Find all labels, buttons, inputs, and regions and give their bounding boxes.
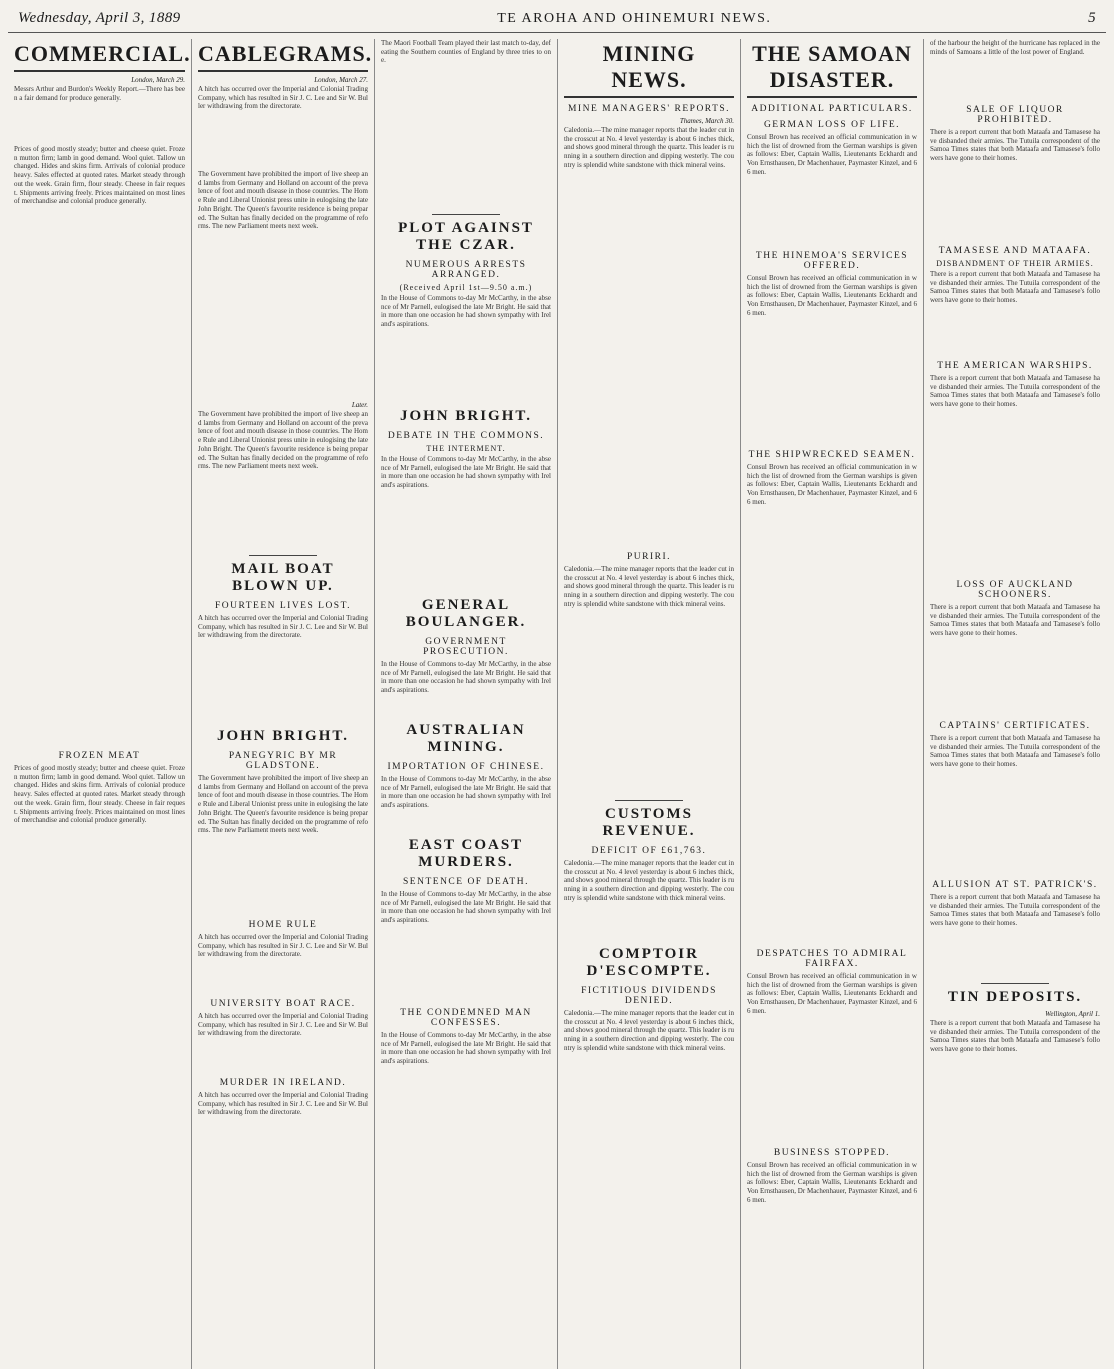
- schooners-body: There is a report current that both Mataafa and Tamasese have disbanded their armies. The Tutuila correspondent of the Samoa Times states that both Mataafa and Tamasese's followers have gone to their homes.: [930, 603, 1100, 638]
- comptoir-subhead: FICTITIOUS DIVIDENDS DENIED.: [581, 986, 717, 1006]
- plot-heading: PLOT AGAINST THE CZAR.: [398, 220, 534, 253]
- tin-heading: TIN DEPOSITS.: [947, 989, 1083, 1005]
- paper-title: TE AROHA AND OHINEMURI NEWS.: [497, 11, 772, 26]
- interment-subhead: THE INTERMENT.: [426, 444, 506, 453]
- divider: [432, 214, 500, 215]
- frozen-meat-subhead: FROZEN MEAT: [58, 751, 141, 761]
- certificates-subhead: CAPTAINS' CERTIFICATES.: [939, 721, 1091, 731]
- murders-body: In the House of Commons to-day Mr McCarthy, in the absence of Mr Parnell, eulogised the late Mr Bright. He said that in more than one occasion he had shown sympathy with Ireland's aspirations.: [381, 890, 551, 925]
- column-samoa-cont: [923, 39, 1106, 1369]
- mining-heading: AUSTRALIAN MINING.: [406, 722, 526, 755]
- divider: [249, 555, 317, 556]
- harbour-body: of the harbour the height of the hurricane has replaced in the minds of Samoans a little of the lost power of England.: [930, 39, 1100, 56]
- mining-body: In the House of Commons to-day Mr McCarthy, in the absence of Mr Parnell, eulogised the late Mr Bright. He said that in more than one occasion he had shown sympathy with Ireland's aspirations.: [381, 775, 551, 810]
- column-samoa: [740, 39, 923, 1369]
- warships-subhead: THE AMERICAN WARSHIPS.: [937, 361, 1093, 371]
- commercial-body: Prices of good mostly steady; butter and cheese quiet. Frozen mutton firm; lamb in good demand. Wool quiet. Tallow unchanged. Hides and skins firm. Arrivals of colonial produce heavy. Sales effected at quoted rates. Market steady throughout the week. Grain firm, flour steady. Cheese in fair request. Shipments arriving freely. Prices maintained on most lines of merchandise and colonial produce generally.: [14, 145, 185, 206]
- certificates-body: There is a report current that both Mataafa and Tamasese have disbanded their armies. The Tutuila correspondent of the Samoa Times states that both Mataafa and Tamasese's followers have gone to their homes.: [930, 734, 1100, 769]
- boat-race-subhead: UNIVERSITY BOAT RACE.: [210, 999, 356, 1009]
- commercial-dateline: London, March 29.: [131, 76, 185, 84]
- masthead: [8, 10, 1106, 33]
- boulanger-heading: GENERAL BOULANGER.: [405, 597, 527, 630]
- puriri-subhead: PURIRI.: [626, 552, 672, 562]
- puriri-body: Caledonia.—The mine manager reports that the leader cut in the crosscut at No. 4 level yesterday is about 6 inches thick, and shows good mineral through the quartz. This leader is running in a southern direction and dipping westerly. The country is splendid white sandstone with thick mineral veins.: [564, 565, 734, 608]
- cablegrams-body: The Government have prohibited the import of live sheep and lambs from Germany and Holland on account of the prevalence of foot and mouth disease in those countries. The Home Rule and Liberal Unionist press unite in eulogising the late John Bright. The Queen's favourite residence is being prepared. The Sultan has finally decided on the programme of reforms. The new Parliament meets next week.: [198, 170, 368, 231]
- column-mining: [557, 39, 740, 1369]
- plot-subhead: NUMEROUS ARRESTS ARRANGED.: [405, 260, 527, 280]
- hinemoa-subhead: THE HINEMOA'S SERVICES OFFERED.: [755, 251, 909, 271]
- seamen-subhead: THE SHIPWRECKED SEAMEN.: [748, 450, 916, 460]
- boulanger-subhead: GOVERNMENT PROSECUTION.: [423, 637, 509, 657]
- debate-subhead: DEBATE IN THE COMMONS.: [387, 431, 545, 441]
- commercial-lead: Messrs Arthur and Burdon's Weekly Report.—There has been a fair demand for produce generally.: [14, 85, 185, 102]
- later-body: The Government have prohibited the import of live sheep and lambs from Germany and Holland on account of the prevalence of foot and mouth disease in those countries. The Home Rule and Liberal Unionist press unite in eulogising the late John Bright. The Queen's favourite residence is being prepared. The Sultan has finally decided on the programme of reforms. The new Parliament meets next week.: [198, 410, 368, 471]
- reports-subhead: MINE MANAGERS' REPORTS.: [567, 104, 731, 114]
- german-loss-body: Consul Brown has received an official communication in which the list of drowned from the German warships is given as follows: Eber, Captain Wallis, Lieutenants Eckhardt and Von Ernsthausen, Dr Machenhauer, Paymaster Kinzel, and 66 men.: [747, 133, 917, 176]
- plot-body: In the House of Commons to-day Mr McCarthy, in the absence of Mr Parnell, eulogised the late Mr Bright. He said that in more than one occasion he had shown sympathy with Ireland's aspirations.: [381, 294, 551, 329]
- column-commercial: [8, 39, 191, 1369]
- bright-subhead: PANEGYRIC BY MR GLADSTONE.: [228, 751, 338, 771]
- business-body: Consul Brown has received an official communication in which the list of drowned from the German warships is given as follows: Eber, Captain Wallis, Lieutenants Eckhardt and Von Ernsthausen, Dr Machenhauer, Paymaster Kinzel, and 66 men.: [747, 1161, 917, 1204]
- later-label: Later.: [351, 401, 368, 409]
- mining-news-heading: MINING NEWS.: [564, 41, 734, 98]
- divider: [981, 983, 1049, 984]
- customs-body: Caledonia.—The mine manager reports that the leader cut in the crosscut at No. 4 level yesterday is about 6 inches thick, and shows good mineral through the quartz. This leader is running in a southern direction and dipping westerly. The country is splendid white sandstone with thick mineral veins.: [564, 859, 734, 902]
- commercial-body-2: Prices of good mostly steady; butter and cheese quiet. Frozen mutton firm; lamb in good demand. Wool quiet. Tallow unchanged. Hides and skins firm. Arrivals of colonial produce heavy. Sales effected at quoted rates. Market steady throughout the week. Grain firm, flour steady. Cheese in fair request. Shipments arriving freely. Prices maintained on most lines of merchandise and colonial produce generally.: [14, 764, 185, 825]
- issue-date: Wednesday, April 3, 1889: [18, 10, 181, 26]
- comptoir-body: Caledonia.—The mine manager reports that the leader cut in the crosscut at No. 4 level yesterday is about 6 inches thick, and shows good mineral through the quartz. This leader is running in a southern direction and dipping westerly. The country is splendid white sandstone with thick mineral veins.: [564, 1009, 734, 1052]
- home-rule-body: A hitch has occurred over the Imperial and Colonial Trading Company, which has resulted in Sir J. C. Lee and Sir W. Buller withdrawing from the directorate.: [198, 933, 368, 959]
- allusion-body: There is a report current that both Mataafa and Tamasese have disbanded their armies. The Tutuila correspondent of the Samoa Times states that both Mataafa and Tamasese's followers have gone to their homes.: [930, 893, 1100, 928]
- murders-heading: EAST COAST MURDERS.: [408, 837, 524, 870]
- home-rule-subhead: HOME RULE: [248, 920, 318, 930]
- plot-received: (Received April 1st—9.50 a.m.): [399, 283, 533, 292]
- tamasese-body: There is a report current that both Mataafa and Tamasese have disbanded their armies. The Tutuila correspondent of the Samoa Times states that both Mataafa and Tamasese's followers have gone to their homes.: [930, 270, 1100, 305]
- john-bright-heading: JOHN BRIGHT.: [399, 408, 533, 424]
- murders-subhead: SENTENCE OF DEATH.: [403, 877, 529, 887]
- liquor-body: There is a report current that both Mataafa and Tamasese have disbanded their armies. The Tutuila correspondent of the Samoa Times states that both Mataafa and Tamasese's followers have gone to their homes.: [930, 128, 1100, 163]
- despatches-subhead: DESPATCHES TO ADMIRAL FAIRFAX.: [756, 949, 908, 969]
- condemned-body: In the House of Commons to-day Mr McCarthy, in the absence of Mr Parnell, eulogised the late Mr Bright. He said that in more than one occasion he had shown sympathy with Ireland's aspirations.: [381, 1031, 551, 1066]
- commercial-heading: COMMERCIAL.: [14, 41, 185, 72]
- cablegrams-lead: A hitch has occurred over the Imperial and Colonial Trading Company, which has resulted in Sir J. C. Lee and Sir W. Buller withdrawing from the directorate.: [198, 85, 368, 111]
- column-news: [374, 39, 557, 1369]
- warships-body: There is a report current that both Mataafa and Tamasese have disbanded their armies. The Tutuila correspondent of the Samoa Times states that both Mataafa and Tamasese's followers have gone to their homes.: [930, 374, 1100, 409]
- german-loss-subhead: GERMAN LOSS OF LIFE.: [763, 120, 901, 130]
- page-number: 5: [1088, 10, 1096, 26]
- columns: [8, 39, 1106, 1369]
- boat-race-body: A hitch has occurred over the Imperial and Colonial Trading Company, which has resulted in Sir J. C. Lee and Sir W. Buller withdrawing from the directorate.: [198, 1012, 368, 1038]
- murder-subhead: MURDER IN IRELAND.: [219, 1078, 347, 1088]
- liquor-subhead: SALE OF LIQUOR PROHIBITED.: [966, 105, 1064, 125]
- comptoir-heading: COMPTOIR D'ESCOMPTE.: [586, 946, 712, 979]
- cablegrams-heading: CABLEGRAMS.: [198, 41, 368, 72]
- disbandment-subhead: DISBANDMENT OF THEIR ARMIES.: [936, 259, 1094, 268]
- despatches-body: Consul Brown has received an official communication in which the list of drowned from the German warships is given as follows: Eber, Captain Wallis, Lieutenants Eckhardt and Von Ernsthausen, Dr Machenhauer, Paymaster Kinzel, and 66 men.: [747, 972, 917, 1015]
- mining-news-body: Caledonia.—The mine manager reports that the leader cut in the crosscut at No. 4 level yesterday is about 6 inches thick, and shows good mineral through the quartz. This leader is running in a southern direction and dipping westerly. The country is splendid white sandstone with thick mineral veins.: [564, 126, 734, 169]
- bright-body: The Government have prohibited the import of live sheep and lambs from Germany and Holland on account of the prevalence of foot and mouth disease in those countries. The Home Rule and Liberal Unionist press unite in eulogising the late John Bright. The Queen's favourite residence is being prepared. The Sultan has finally decided on the programme of reforms. The new Parliament meets next week.: [198, 774, 368, 835]
- seamen-body: Consul Brown has received an official communication in which the list of drowned from the German warships is given as follows: Eber, Captain Wallis, Lieutenants Eckhardt and Von Ernsthausen, Dr Machenhauer, Paymaster Kinzel, and 66 men.: [747, 463, 917, 506]
- murder-body: A hitch has occurred over the Imperial and Colonial Trading Company, which has resulted in Sir J. C. Lee and Sir W. Buller withdrawing from the directorate.: [198, 1091, 368, 1117]
- mining-dateline: Thames, March 30.: [679, 117, 734, 125]
- cablegrams-dateline: London, March 27.: [314, 76, 368, 84]
- mail-boat-body: A hitch has occurred over the Imperial and Colonial Trading Company, which has resulted in Sir J. C. Lee and Sir W. Buller withdrawing from the directorate.: [198, 614, 368, 640]
- john-bright-body: In the House of Commons to-day Mr McCarthy, in the absence of Mr Parnell, eulogised the late Mr Bright. He said that in more than one occasion he had shown sympathy with Ireland's aspirations.: [381, 455, 551, 490]
- divider: [615, 800, 683, 801]
- condemned-heading: THE CONDEMNED MAN CONFESSES.: [400, 1008, 532, 1028]
- hinemoa-body: Consul Brown has received an official communication in which the list of drowned from the German warships is given as follows: Eber, Captain Wallis, Lieutenants Eckhardt and Von Ernsthausen, Dr Machenhauer, Paymaster Kinzel, and 66 men.: [747, 274, 917, 317]
- mail-boat-heading: MAIL BOAT BLOWN UP.: [231, 561, 335, 594]
- schooners-subhead: LOSS OF AUCKLAND SCHOONERS.: [956, 580, 1074, 600]
- customs-heading: CUSTOMS REVENUE.: [602, 806, 696, 839]
- allusion-subhead: ALLUSION AT ST. PATRICK'S.: [932, 880, 1098, 890]
- business-subhead: BUSINESS STOPPED.: [773, 1148, 891, 1158]
- football-body: The Maori Football Team played their last match to-day, defeating the Southern counties of England by three tries to one.: [381, 39, 551, 65]
- column-cablegrams: [191, 39, 374, 1369]
- samoan-heading: THE SAMOAN DISASTER.: [747, 41, 917, 98]
- bright-heading: JOHN BRIGHT.: [216, 728, 350, 744]
- boulanger-body: In the House of Commons to-day Mr McCarthy, in the absence of Mr Parnell, eulogised the late Mr Bright. He said that in more than one occasion he had shown sympathy with Ireland's aspirations.: [381, 660, 551, 695]
- customs-subhead: DEFICIT OF £61,763.: [591, 846, 707, 856]
- tin-dateline: Wellington, April 1.: [1045, 1010, 1100, 1018]
- tamasese-subhead: TAMASESE AND MATAAFA.: [938, 246, 1092, 256]
- additional-subhead: ADDITIONAL PARTICULARS.: [751, 104, 913, 114]
- tin-body: There is a report current that both Mataafa and Tamasese have disbanded their armies. The Tutuila correspondent of the Samoa Times states that both Mataafa and Tamasese's followers have gone to their homes.: [930, 1019, 1100, 1054]
- mail-boat-subhead: FOURTEEN LIVES LOST.: [214, 601, 352, 611]
- mining-subhead: IMPORTATION OF CHINESE.: [387, 762, 545, 772]
